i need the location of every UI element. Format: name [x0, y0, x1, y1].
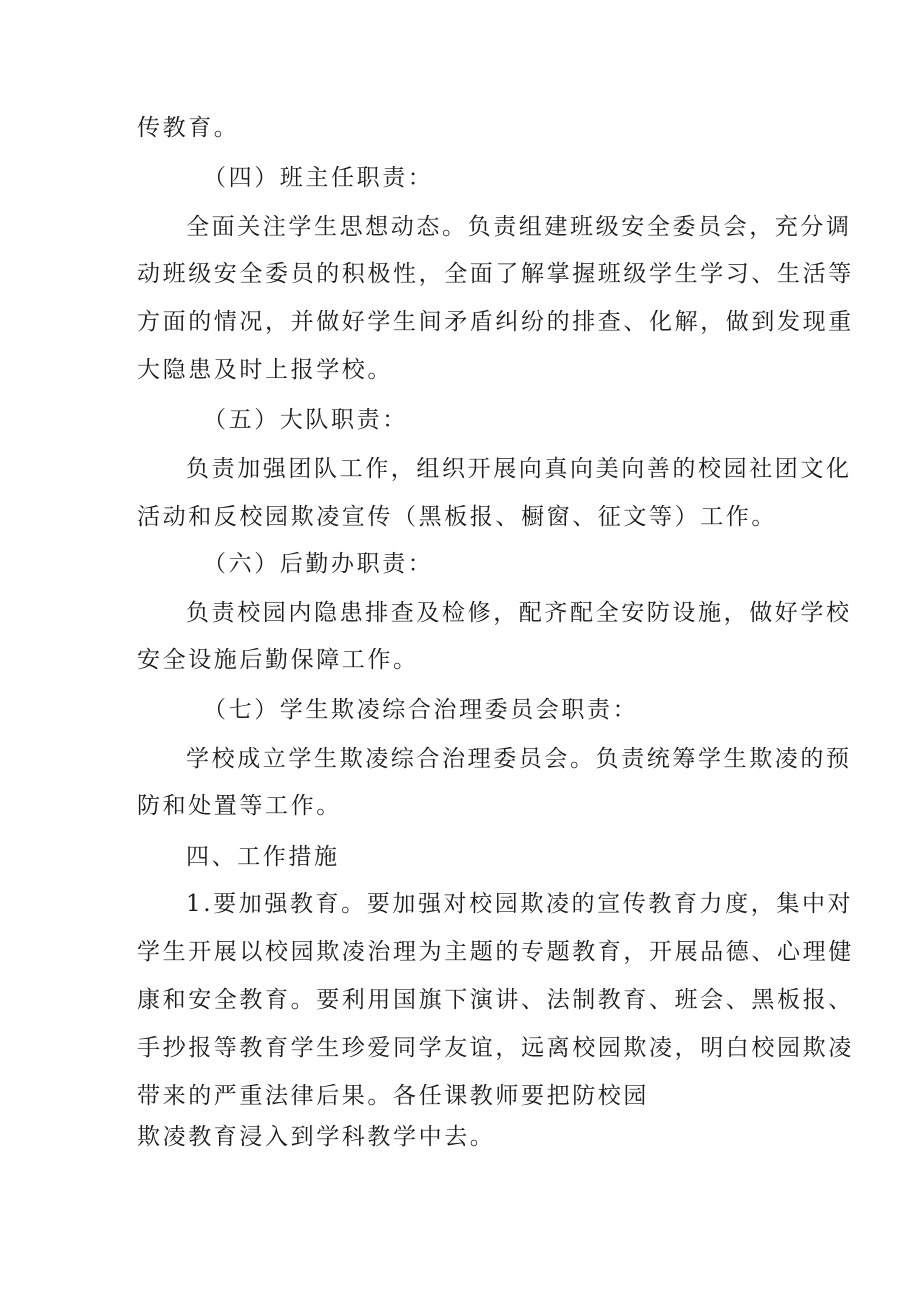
section-heading: 四、工作措施: [186, 844, 340, 870]
paragraph-line: 安全设施后勤保障工作。: [137, 647, 419, 673]
paragraph-line: 康和安全教育。要利用国旗下演讲、法制教育、班会、黑板报、: [137, 987, 854, 1013]
paragraph-line: 负责校园内隐患排查及检修，配齐配全安防设施，做好学校: [186, 600, 852, 626]
paragraph-line: 全面关注学生思想动态。负责组建班级安全委员会，充分调: [186, 214, 852, 240]
paragraph-line: 动班级安全委员的积极性，全面了解掌握班级学生学习、生活等: [137, 261, 854, 287]
paragraph-line: 传教育。: [137, 115, 240, 141]
paragraph-line: 手抄报等教育学生珍爱同学友谊，远离校园欺凌，明白校园欺凌: [137, 1035, 854, 1061]
paragraph-line: 负责加强团队工作，组织开展向真向美向善的校园社团文化: [186, 456, 852, 482]
paragraph-line: 方面的情况，并做好学生间矛盾纠纷的排查、化解，做到发现重: [137, 309, 854, 335]
paragraph-line: 学校成立学生欺凌综合治理委员会。负责统筹学生欺凌的预: [186, 746, 852, 772]
paragraph-line: 防和处置等工作。: [137, 793, 342, 819]
section-heading: （四）班主任职责：: [203, 165, 434, 191]
section-heading: （七）学生欺凌综合治理委员会职责：: [203, 697, 639, 723]
paragraph-line: 欺凌教育浸入到学科教学中去。: [137, 1124, 496, 1150]
paragraph-line: 带来的严重法律后果。各任课教师要把防校园: [137, 1083, 649, 1109]
paragraph-line: 大隐患及时上报学校。: [137, 357, 393, 383]
section-heading: （六）后勤办职责：: [203, 551, 434, 577]
paragraph-line: 学生开展以校园欺凌治理为主题的专题教育，开展品德、心理健: [137, 939, 854, 965]
paragraph-line: 活动和反校园欺凌宣传（黑板报、橱窗、征文等）工作。: [137, 504, 777, 530]
paragraph-line: 1.要加强教育。要加强对校园欺凌的宣传教育力度，集中对: [186, 891, 854, 917]
section-heading: （五）大队职责：: [203, 407, 408, 433]
